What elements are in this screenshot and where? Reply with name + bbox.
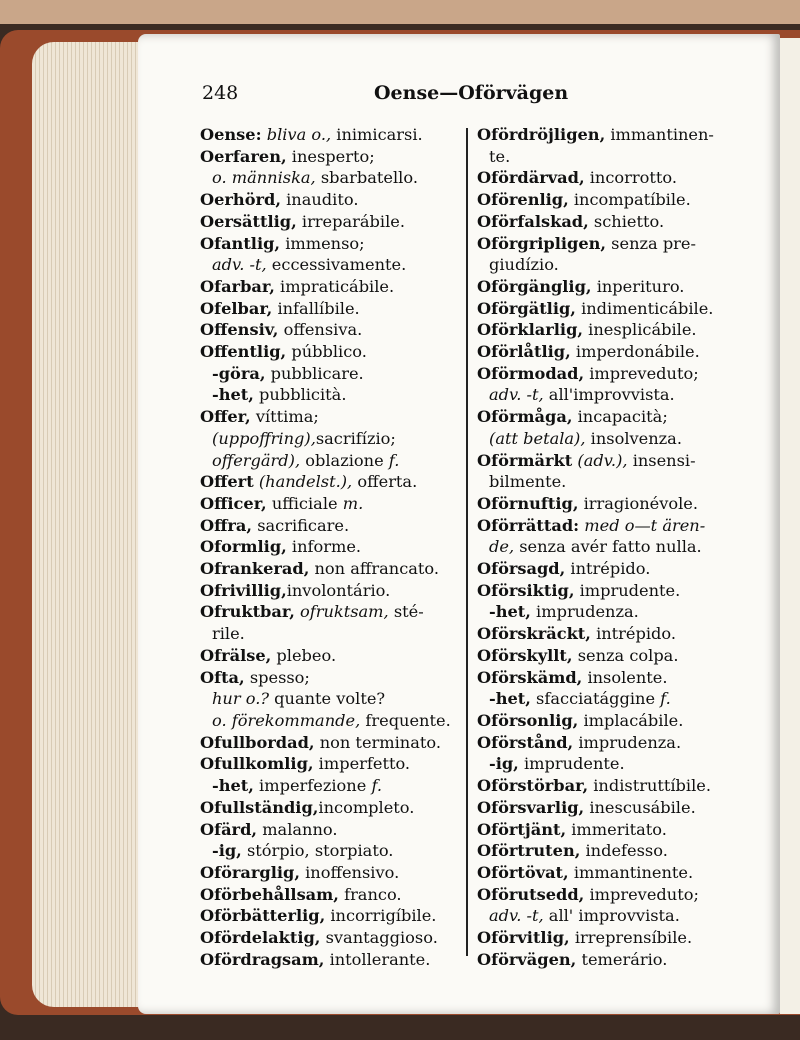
dictionary-entry <box>200 450 465 472</box>
translation: púbblico. <box>286 342 367 362</box>
translation: incorrotto. <box>584 168 677 188</box>
dictionary-entry <box>477 645 767 667</box>
italic-note: ofruktsam, <box>294 602 389 622</box>
headword: Oförstånd, <box>477 732 574 752</box>
headword: Ofrivillig, <box>200 580 287 600</box>
headword: Offra, <box>200 515 253 535</box>
translation: quante volte? <box>269 689 386 709</box>
headword: Oförvitlig, <box>477 928 570 948</box>
headword: Oförfalskad, <box>477 211 589 231</box>
dictionary-entry <box>200 124 465 146</box>
translation: imprudente. <box>574 580 681 600</box>
dictionary-entry <box>200 189 465 211</box>
translation: bilmente. <box>489 472 567 492</box>
italic-note: (att betala), <box>489 428 586 448</box>
italic-note: o. människa, <box>212 168 316 188</box>
dictionary-entry <box>477 819 767 841</box>
translation: eccessivamente. <box>266 255 407 275</box>
headword: Oförtruten, <box>477 841 581 861</box>
translation: stórpio, storpiato. <box>241 841 394 861</box>
italic-note: (uppoffring), <box>212 428 316 448</box>
dictionary-entry <box>477 341 767 363</box>
headword: Oförlåtlig, <box>477 342 571 362</box>
translation: implacábile. <box>578 710 684 730</box>
translation: imperdonábile. <box>570 342 700 362</box>
headword: Ofrankerad, <box>200 559 310 579</box>
italic-note: adv. -t, <box>489 906 544 926</box>
dictionary-entry <box>200 732 465 754</box>
dictionary-entry <box>477 905 767 927</box>
headword: Oförvägen, <box>477 949 577 969</box>
headword: Ofördröjligen, <box>477 125 606 144</box>
dictionary-entry <box>477 276 767 298</box>
italic-note: bliva o., <box>261 125 332 144</box>
italic-note: f. <box>660 689 671 709</box>
translation: impreveduto; <box>584 363 699 383</box>
dictionary-entry <box>477 254 767 276</box>
translation: imprudenza. <box>573 732 682 752</box>
italic-note: adv. -t, <box>212 255 267 275</box>
dictionary-entry <box>200 688 465 710</box>
translation: sté- <box>388 602 424 622</box>
dictionary-entry <box>200 536 465 558</box>
translation: irreparábile. <box>296 211 405 231</box>
dictionary-entry <box>477 753 767 775</box>
headword: Oförenlig, <box>477 190 569 210</box>
dictionary-entry <box>477 319 767 341</box>
headword: Ofantlig, <box>200 233 281 253</box>
dictionary-entry <box>200 406 465 428</box>
translation: incompatíbile. <box>568 190 691 210</box>
dictionary-entry <box>200 797 465 819</box>
headword: -göra, <box>212 363 266 383</box>
dictionary-entry <box>200 146 465 168</box>
headword: Oförmåga, <box>477 407 573 427</box>
headword: Ofta, <box>200 667 245 687</box>
headword: -het, <box>489 689 531 709</box>
translation: informe. <box>286 537 362 557</box>
dictionary-entry <box>200 645 465 667</box>
headword: Oförskyllt, <box>477 645 573 665</box>
dictionary-entry <box>200 884 465 906</box>
column-rule <box>466 128 468 956</box>
headword: Oförmärkt <box>477 450 573 470</box>
translation: insolente. <box>582 667 668 687</box>
dictionary-entry <box>477 927 767 949</box>
translation: insolvenza. <box>585 428 682 448</box>
translation: inperituro. <box>591 276 685 296</box>
translation: sacrificare. <box>252 515 350 535</box>
headword: -het, <box>489 602 531 622</box>
translation: sacrifízio; <box>315 428 396 448</box>
translation: senza avér fatto nulla. <box>514 537 702 557</box>
dictionary-entry <box>200 493 465 515</box>
page-number: 248 <box>202 82 239 104</box>
dictionary-entry <box>477 688 767 710</box>
translation: indistruttíbile. <box>588 776 712 796</box>
dictionary-entry <box>477 167 767 189</box>
headword: Ofruktbar, <box>200 602 295 622</box>
headword: Oförnuftig, <box>477 493 579 513</box>
translation: svantaggioso. <box>320 928 438 948</box>
headword: Oförmodad, <box>477 363 585 383</box>
italic-note: adv. -t, <box>489 385 544 405</box>
dictionary-entry <box>200 949 465 971</box>
dictionary-entry <box>200 753 465 775</box>
headword: Oförtjänt, <box>477 819 567 839</box>
headword: Oförarglig, <box>200 862 300 882</box>
dictionary-entry <box>477 450 767 472</box>
headword: Oförbätterlig, <box>200 906 326 926</box>
translation: malanno. <box>257 819 338 839</box>
dictionary-entry <box>200 667 465 689</box>
translation: involontário. <box>286 580 391 600</box>
running-head: Oense—Oförvägen <box>374 82 569 104</box>
translation: te. <box>489 146 511 166</box>
headword: Officer, <box>200 493 267 513</box>
italic-note: de, <box>489 537 515 557</box>
headword: Oförbehållsam, <box>200 884 339 904</box>
translation: incapacità; <box>572 407 668 427</box>
translation: incompleto. <box>318 797 415 817</box>
dictionary-entry <box>477 493 767 515</box>
headword: Oförrättad: <box>477 515 580 535</box>
translation: offerta. <box>352 472 418 492</box>
headword: Ofelbar, <box>200 298 273 318</box>
italic-note: (handelst.), <box>253 472 353 492</box>
translation: spesso; <box>244 667 310 687</box>
translation: offensiva. <box>278 320 363 340</box>
translation: immeritato. <box>566 819 667 839</box>
translation: ufficiale <box>266 493 343 513</box>
translation: inesplicábile. <box>583 320 697 340</box>
dictionary-entry <box>200 211 465 233</box>
translation: impreveduto; <box>584 884 699 904</box>
italic-note: o. förekommande, <box>212 710 361 730</box>
dictionary-entry <box>477 601 767 623</box>
dictionary-entry <box>477 884 767 906</box>
headword: Ofullkomlig, <box>200 754 314 774</box>
headword: Oförgätlig, <box>477 298 576 318</box>
dictionary-entry <box>477 406 767 428</box>
headword: Ofördragsam, <box>200 949 325 969</box>
dictionary-entry <box>477 732 767 754</box>
dictionary-entry <box>200 298 465 320</box>
dictionary-entry <box>200 623 465 645</box>
dictionary-entry <box>200 233 465 255</box>
italic-note: hur o.? <box>212 689 270 709</box>
dictionary-entry <box>200 710 465 732</box>
dictionary-entry <box>200 558 465 580</box>
dictionary-entry <box>200 775 465 797</box>
headword: Ofärd, <box>200 819 258 839</box>
translation: imprudente. <box>518 754 625 774</box>
italic-note: f. <box>388 450 400 470</box>
translation: inescusábile. <box>584 797 696 817</box>
dictionary-entry <box>477 124 767 146</box>
translation: all' improvvista. <box>543 906 680 926</box>
translation: non terminato. <box>314 732 441 752</box>
right-column <box>477 124 767 970</box>
dictionary-entry <box>200 819 465 841</box>
translation: rile. <box>212 624 245 644</box>
dictionary-entry <box>477 949 767 971</box>
translation: temerário. <box>576 949 668 969</box>
translation: frequente. <box>360 710 451 730</box>
dictionary-entry <box>200 384 465 406</box>
headword: Oersättlig, <box>200 211 297 231</box>
dictionary-entry <box>477 428 767 450</box>
dictionary-entry <box>477 536 767 558</box>
dictionary-entry <box>477 580 767 602</box>
headword: Ofrälse, <box>200 645 272 665</box>
translation: sbarbatello. <box>315 168 418 188</box>
translation: franco. <box>338 884 402 904</box>
translation: schietto. <box>588 211 665 231</box>
translation: intrépido. <box>565 559 651 579</box>
headword: Ofördärvad, <box>477 168 585 188</box>
dictionary-entry <box>477 623 767 645</box>
translation: pubblicità. <box>253 385 347 405</box>
translation: senza colpa. <box>572 645 679 665</box>
translation: intollerante. <box>324 949 431 969</box>
dictionary-entry <box>477 363 767 385</box>
headword: Oförskräckt, <box>477 624 591 644</box>
headword: Oförsagd, <box>477 559 566 579</box>
italic-note: med o—t ären- <box>579 515 706 535</box>
dictionary-entry <box>477 710 767 732</box>
dictionary-entry <box>200 905 465 927</box>
translation: indimenticábile. <box>575 298 714 318</box>
headword: Ofördelaktig, <box>200 928 321 948</box>
translation: infallíbile. <box>272 298 360 318</box>
translation: giudízio. <box>489 255 559 275</box>
dictionary-entry <box>200 840 465 862</box>
dictionary-entry <box>477 211 767 233</box>
dictionary-entry <box>200 167 465 189</box>
italic-note: (adv.), <box>572 450 628 470</box>
headword: Oförutsedd, <box>477 884 585 904</box>
headword: -ig, <box>489 754 519 774</box>
desk-surface <box>0 0 800 24</box>
headword: -ig, <box>212 841 242 861</box>
translation: intrépido. <box>590 624 677 644</box>
headword: Ofullbordad, <box>200 732 315 752</box>
dictionary-entry <box>477 298 767 320</box>
page-header <box>202 82 762 112</box>
dictionary-entry <box>200 363 465 385</box>
translation: sfacciatággine <box>530 689 661 709</box>
headword: Oförsiktig, <box>477 580 575 600</box>
translation: non affrancato. <box>309 559 440 579</box>
translation: senza pre- <box>606 233 696 253</box>
dictionary-entry <box>200 341 465 363</box>
headword: Ofullständig, <box>200 797 319 817</box>
translation: immantinen- <box>605 125 714 144</box>
headword: Oförsonlig, <box>477 710 579 730</box>
headword: Offensiv, <box>200 320 279 340</box>
headword: Oförklarlig, <box>477 320 584 340</box>
italic-note: m. <box>342 493 364 513</box>
left-column <box>200 124 465 970</box>
headword: Oförtövat, <box>477 862 569 882</box>
translation: víttima; <box>250 407 319 427</box>
headword: Offert <box>200 472 254 492</box>
dictionary-entry <box>200 254 465 276</box>
headword: Oförstörbar, <box>477 776 589 796</box>
dictionary-entry <box>477 775 767 797</box>
dictionary-entry <box>477 384 767 406</box>
headword: Offer, <box>200 407 251 427</box>
dictionary-entry <box>200 601 465 623</box>
dictionary-entry <box>200 276 465 298</box>
translation: insensi- <box>627 450 696 470</box>
headword: Oerhörd, <box>200 190 281 210</box>
translation: imperfetto. <box>313 754 411 774</box>
italic-note: f. <box>371 776 382 796</box>
dictionary-entry <box>200 471 465 493</box>
headword: Oförsvarlig, <box>477 797 585 817</box>
translation: immenso; <box>280 233 365 253</box>
headword: Ofarbar, <box>200 276 275 296</box>
translation: irreprensíbile. <box>569 928 693 948</box>
translation: immantinente. <box>568 862 694 882</box>
dictionary-entry <box>200 927 465 949</box>
translation: imperfezione <box>253 776 372 796</box>
headword: Oformlig, <box>200 537 287 557</box>
dictionary-entry <box>477 797 767 819</box>
translation: indefesso. <box>580 841 668 861</box>
dictionary-entry <box>477 667 767 689</box>
translation: imprudenza. <box>530 602 639 622</box>
translation: inesperto; <box>286 146 375 166</box>
translation: inimicarsi. <box>331 125 423 144</box>
headword: Oförskämd, <box>477 667 583 687</box>
headword: Oense: <box>200 125 262 144</box>
headword: Oförgänglig, <box>477 276 592 296</box>
facing-page-edge <box>780 38 800 1014</box>
translation: pubblicare. <box>265 363 364 383</box>
headword: Offentlig, <box>200 342 287 362</box>
dictionary-entry <box>477 189 767 211</box>
translation: inaudito. <box>280 190 359 210</box>
translation: inoffensivo. <box>299 862 400 882</box>
dictionary-entry <box>200 515 465 537</box>
dictionary-entry <box>200 428 465 450</box>
headword: -het, <box>212 776 254 796</box>
dictionary-entry <box>200 319 465 341</box>
translation: incorrigíbile. <box>325 906 437 926</box>
translation: impraticábile. <box>274 276 395 296</box>
headword: Oförgripligen, <box>477 233 607 253</box>
headword: -het, <box>212 385 254 405</box>
translation: plebeo. <box>271 645 337 665</box>
translation: oblazione <box>300 450 389 470</box>
headword: Oerfaren, <box>200 146 287 166</box>
dictionary-entry <box>200 862 465 884</box>
translation: all'improvvista. <box>543 385 675 405</box>
dictionary-entry <box>477 515 767 537</box>
dictionary-entry <box>200 580 465 602</box>
dictionary-entry <box>477 471 767 493</box>
dictionary-entry <box>477 558 767 580</box>
translation: irragionévole. <box>578 493 699 513</box>
italic-note: offergärd), <box>212 450 301 470</box>
dictionary-entry <box>477 862 767 884</box>
dictionary-entry <box>477 233 767 255</box>
dictionary-entry <box>477 146 767 168</box>
dictionary-entry <box>477 840 767 862</box>
